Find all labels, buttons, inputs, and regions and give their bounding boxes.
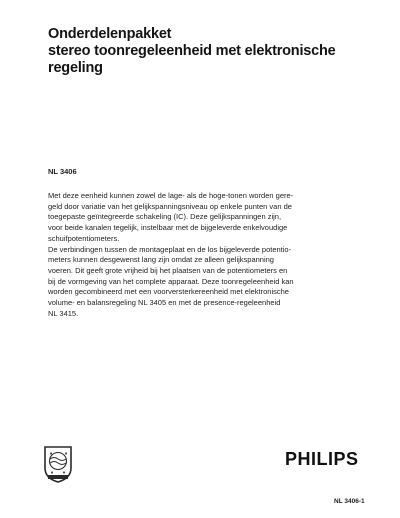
description-paragraph xyxy=(48,191,364,319)
paragraph-line: meters kunnen desgewenst lang zijn omdat ze alleen gelijkspanning xyxy=(48,255,274,265)
paragraph-line: Met deze eenheid kunnen zowel de lage- als de hoge-tonen worden gere- xyxy=(48,191,294,200)
paragraph-line: De verbindingen tussen de montageplaat en de los bijgeleverde potentio- xyxy=(48,244,292,254)
product-code: NL 3406 xyxy=(48,167,77,176)
paragraph-line: schuifpotentiometers. xyxy=(48,233,120,243)
paragraph-line: voeren. Dit geeft grote vrijheid bij het plaatsen van de potentiometers en xyxy=(48,265,288,275)
philips-shield-logo-icon xyxy=(42,444,74,484)
paragraph-line: voor beide kanalen tegelijk, instelbaar met de bijgeleverde enkelvoudige xyxy=(48,223,288,233)
paragraph-line: toegepaste geïntegreerde schakeling (IC). Deze gelijkspanningen zijn, xyxy=(48,212,282,222)
brand-wordmark: PHILIPS xyxy=(285,449,359,469)
document-title xyxy=(48,26,388,77)
paragraph-line: bij de vormgeving van het complete apparaat. Deze toonregeleenheid kan xyxy=(48,276,294,286)
title-line: stereo toonregeleenheid met elektronische xyxy=(48,43,336,59)
paragraph-line: geld door variatie van het gelijkspanningsniveau op enkele punten van de xyxy=(48,201,292,211)
paragraph-line: worden gecombineerd met een voorversterkereenheid met elektronische xyxy=(48,287,289,297)
title-line: regeling xyxy=(48,60,103,76)
paragraph-line: volume- en balansregeling NL 3405 en met de presence-regeleenheid xyxy=(48,298,281,308)
paragraph-line: NL 3415. xyxy=(48,308,79,318)
title-line: Onderdelenpakket xyxy=(48,26,172,42)
page-number: NL 3406-1 xyxy=(334,498,365,505)
